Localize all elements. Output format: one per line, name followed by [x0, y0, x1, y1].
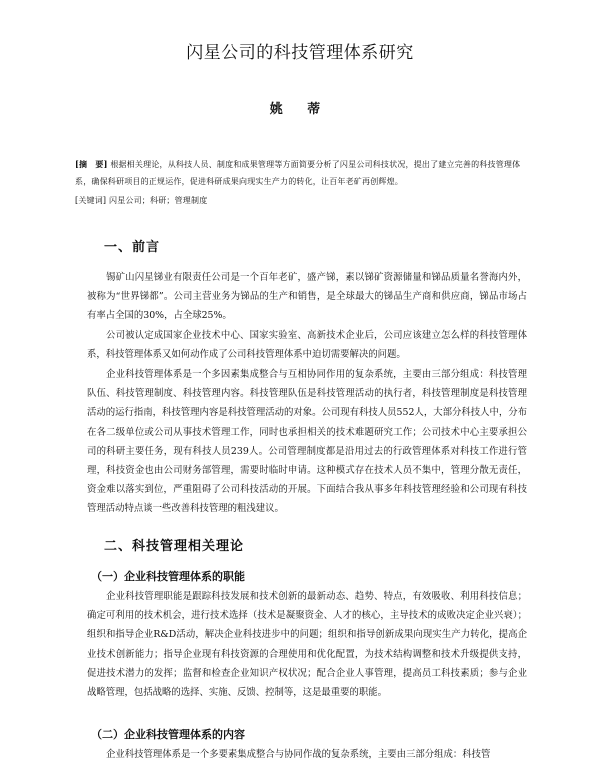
abstract-block [75, 156, 525, 209]
paragraph: 企业科技管理体系是一个多因素集成整合与互相协同作用的复杂系统，主要由三部分组成：科技管理队伍、科技管理制度、科技管理内容。科技管理队伍是科技管理活动的执行者，科技管理制度是科技管理活动的运行指南，科技管理内容是科技管理活动的对象。公司现有科技人员552人，大部分科技人中，分布在各二级单位或公司从事技术管理工作，同时也承担相关的技术难题研究工作；公司技术中心主要承担公司的科研主要任务，现有科技人员239人。公司管理制度都是沿用过去的行政管理体系对科技工作进行管理，科技资金也由公司财务部管理，需要时临时申请。这种模式存在技术人员不集中，管理分散无责任，资金难以落实到位，严重阻碍了公司科技活动的开展。下面结合我从事多年科技管理经验和公司现有科技管理活动特点谈一些改善科技管理的粗浅建议。 [87, 369, 527, 515]
abstract-label: [摘 要] [75, 159, 108, 169]
paragraph: 锡矿山闪星锑业有限责任公司是一个百年老矿，盛产锑，素以锑矿资源储量和锑品质量名誉海内外，被称为“世界锑都”。公司主营业务为锑品的生产和销售，是全球最大的锑品生产商和供应商，锑品市场占有率占全国的30%，占全球25%。 [87, 272, 527, 322]
abstract-text: 根据相关理论，从科技人员、制度和成果管理等方面简要分析了闪星公司科技状况，提出了建立完善的科技管理体系，确保科研项目的正规运作，促进科研成果向现实生产力的转化，让百年老矿再创辉煌。 [75, 160, 521, 186]
subsection-heading-contents: （二）企业科技管理体系的内容 [91, 728, 245, 741]
paragraph: 企业科技管理职能是跟踪科技发展和技术创新的最新动态、趋势、特点，有效吸收、利用科技信息；确定可利用的技术机会，进行技术选择（技术是凝聚资金、人才的核心，主导技术的成败决定企业兴衰）；组织和指导企业R&D活动，解决企业科技进步中的问题；组织和指导创新成果向现实生产力转化，提高企业技术创新能力；指导企业现有科技资源的合理使用和优化配置，为技术结构调整和技术升级提供支持，促进技术潜力的发挥；监督和检查企业知识产权状况；配合企业人事管理，提高员工科技素质；参与企业战略管理，包括战略的选择、实施、反馈、控制等，这是最重要的职能。 [87, 591, 527, 699]
author-name: 姚 蒂 [269, 102, 331, 117]
paper-title: 闪星公司的科技管理体系研究 [186, 43, 414, 63]
paragraph: 企业科技管理体系是一个多要素集成整合与协同作战的复杂系统，主要由三部分组成：科技管 [106, 749, 491, 760]
keywords-label: [关键词] [75, 196, 107, 205]
keywords [75, 192, 525, 209]
abstract [75, 156, 525, 190]
paragraph: 公司被认定成国家企业技术中心、国家实验室、高新技术企业后，公司应该建立怎么样的科技管理体系，科技管理体系又如何动作成了公司科技管理体系中迫切需要解决的问题。 [87, 330, 527, 361]
subsection-heading-functions: （一）企业科技管理体系的职能 [91, 570, 245, 583]
keywords-text: 闪星公司；科研；管理制度 [109, 196, 208, 205]
section-heading-theory: 二、科技管理相关理论 [104, 539, 245, 554]
section-heading-intro: 一、前言 [104, 240, 161, 255]
